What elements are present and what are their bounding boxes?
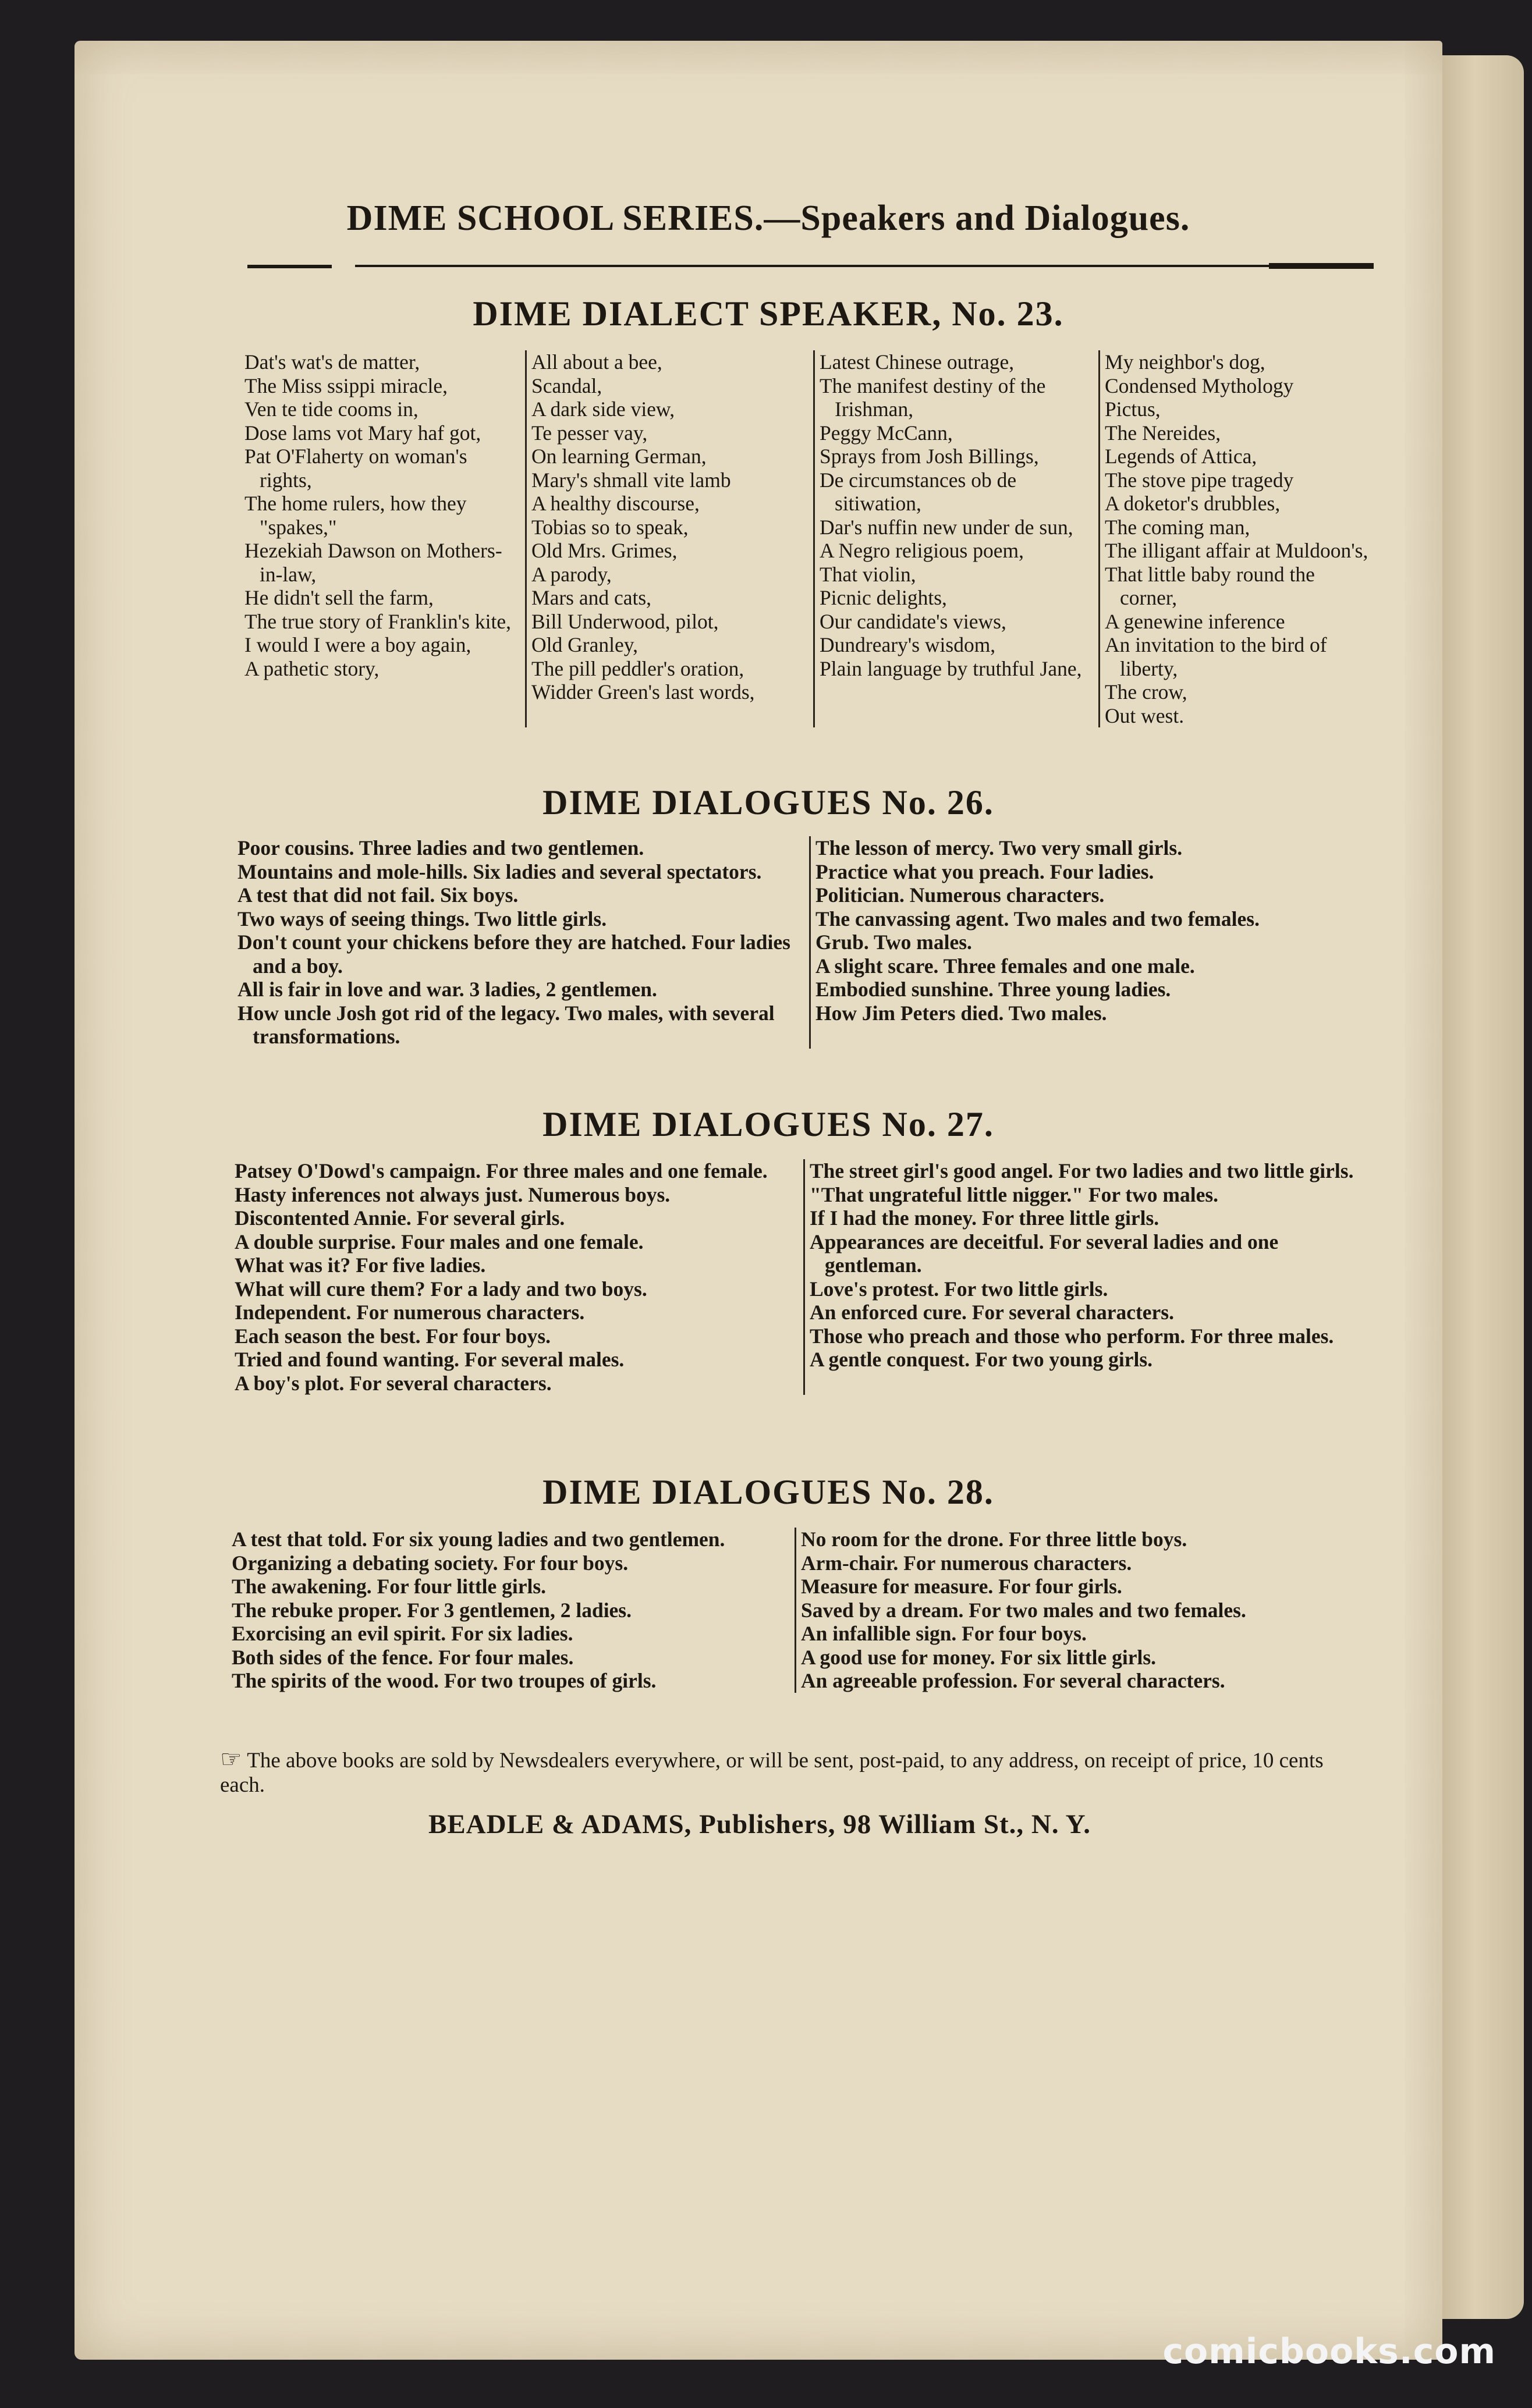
list-item: The stove pipe tragedy xyxy=(1105,468,1294,492)
pointing-hand-icon: ☞ xyxy=(220,1746,242,1773)
list-item: Picnic delights, xyxy=(820,586,947,609)
list-item: Grub. Two males. xyxy=(815,930,972,954)
list-item: Old Mrs. Grimes, xyxy=(531,539,678,562)
list-item: Scandal, xyxy=(531,374,602,397)
list-item: All is fair in love and war. 3 ladies, 2 gentlemen. xyxy=(237,978,657,1001)
list-item: Dat's wat's de matter, xyxy=(244,350,420,374)
list-item: Out west. xyxy=(1105,704,1185,727)
list-item: A double surprise. Four males and one female. xyxy=(235,1230,644,1253)
list-item: That violin, xyxy=(820,562,916,586)
list-item: If I had the money. For three little girls. xyxy=(810,1206,1159,1230)
ordering-note xyxy=(220,1748,1373,1798)
list-item: Latest Chinese outrage, xyxy=(820,350,1015,374)
header-rule-right xyxy=(1269,263,1374,269)
list-item: Hezekiah Dawson on Mothers-in-law, xyxy=(244,539,502,586)
ordering-note-text: The above books are sold by Newsdealers everywhere, or will be sent, post-paid, to any address, on receipt of price, 10 cents each. xyxy=(220,1749,1324,1797)
list-item: Mountains and mole-hills. Six ladies and several spectators. xyxy=(237,860,762,883)
list-item: Mars and cats, xyxy=(531,586,652,609)
section-columns xyxy=(240,350,1375,727)
list-item: On learning German, xyxy=(531,445,707,468)
list-item: An enforced cure. For several characters. xyxy=(810,1301,1174,1324)
list-item: Exorcising an evil spirit. For six ladies. xyxy=(232,1622,573,1645)
list-item: Hasty inferences not always just. Numerous boys. xyxy=(235,1182,671,1206)
column xyxy=(240,350,525,727)
header-rule-main xyxy=(355,265,1374,267)
list-item: Patsey O'Dowd's campaign. For three males and one female. xyxy=(235,1159,768,1182)
list-item: Practice what you preach. Four ladies. xyxy=(815,860,1154,883)
list-item: Poor cousins. Three ladies and two gentlemen. xyxy=(237,836,644,860)
list-item: Measure for measure. For four girls. xyxy=(801,1575,1122,1598)
list-item: Dose lams vot Mary haf got, xyxy=(244,421,481,445)
section-columns xyxy=(230,1159,1377,1395)
list-item: "That ungrateful little nigger." For two males. xyxy=(810,1182,1219,1206)
column xyxy=(795,1528,1377,1693)
list-item: The home rulers, how they "spakes," xyxy=(244,492,467,539)
list-item: An infallible sign. For four boys. xyxy=(801,1622,1087,1645)
list-item: An agreeable profession. For several characters. xyxy=(801,1669,1225,1692)
column xyxy=(233,836,809,1049)
watermark: comicbooks.com xyxy=(1162,2331,1496,2372)
column xyxy=(525,350,813,727)
list-item: Mary's shmall vite lamb xyxy=(531,468,731,492)
list-item: How uncle Josh got rid of the legacy. Two males, with several transformations. xyxy=(237,1001,775,1048)
list-item: My neighbor's dog, xyxy=(1105,350,1265,374)
list-item: The illigant affair at Muldoon's, xyxy=(1105,539,1368,562)
column xyxy=(230,1159,803,1395)
list-item: The pill peddler's oration, xyxy=(531,656,744,680)
list-item: Tried and found wanting. For several males. xyxy=(235,1348,625,1371)
list-item: What will cure them? For a lady and two boys. xyxy=(235,1277,647,1301)
list-item: A test that told. For six young ladies and two gentlemen. xyxy=(232,1528,725,1551)
list-item: That little baby round the corner, xyxy=(1105,562,1315,609)
list-item: Organizing a debating society. For four boys. xyxy=(232,1551,629,1575)
series-header: DIME SCHOOL SERIES.—Speakers and Dialogues. xyxy=(346,198,1190,238)
list-item: A Negro religious poem, xyxy=(820,539,1024,562)
section-title: DIME DIALOGUES No. 26. xyxy=(542,783,994,822)
list-item: Appearances are deceitful. For several ladies and one gentleman. xyxy=(810,1230,1279,1277)
section-title: DIME DIALOGUES No. 27. xyxy=(542,1105,994,1143)
list-item: The lesson of mercy. Two very small girls. xyxy=(815,836,1183,860)
list-item: Our candidate's views, xyxy=(820,609,1006,633)
list-item: A test that did not fail. Six boys. xyxy=(237,883,519,907)
list-item: A dark side view, xyxy=(531,397,675,421)
list-item: Arm-chair. For numerous characters. xyxy=(801,1551,1132,1575)
publisher-imprint: BEADLE & ADAMS, Publishers, 98 William St., N. Y. xyxy=(428,1809,1091,1839)
list-item: No room for the drone. For three little boys. xyxy=(801,1528,1187,1551)
list-item: Love's protest. For two little girls. xyxy=(810,1277,1108,1301)
list-item: Pictus, xyxy=(1105,397,1161,421)
column xyxy=(227,1528,795,1693)
column xyxy=(803,1159,1377,1395)
list-item: The true story of Franklin's kite, xyxy=(244,609,511,633)
list-item: Dar's nuffin new under de sun, xyxy=(820,515,1073,539)
list-item: Plain language by truthful Jane, xyxy=(820,656,1082,680)
section-title: DIME DIALOGUES No. 28. xyxy=(542,1473,994,1511)
list-item: Ven te tide cooms in, xyxy=(244,397,419,421)
list-item: A boy's plot. For several characters. xyxy=(235,1371,552,1395)
section-title: DIME DIALECT SPEAKER, No. 23. xyxy=(473,294,1064,333)
list-item: The coming man, xyxy=(1105,515,1250,539)
section-columns xyxy=(233,836,1377,1049)
list-item: Old Granley, xyxy=(531,633,639,656)
list-item: What was it? For five ladies. xyxy=(235,1253,486,1277)
list-item: A slight scare. Three females and one male. xyxy=(815,954,1195,978)
list-item: He didn't sell the farm, xyxy=(244,586,434,609)
list-item: Independent. For numerous characters. xyxy=(235,1301,585,1324)
header-rule-left xyxy=(247,265,332,268)
list-item: Legends of Attica, xyxy=(1105,445,1257,468)
list-item: A gentle conquest. For two young girls. xyxy=(810,1348,1153,1371)
list-item: Pat O'Flaherty on woman's rights, xyxy=(244,445,467,492)
list-item: Bill Underwood, pilot, xyxy=(531,609,719,633)
list-item: Saved by a dream. For two males and two females. xyxy=(801,1598,1246,1622)
list-item: Sprays from Josh Billings, xyxy=(820,445,1039,468)
list-item: All about a bee, xyxy=(531,350,662,374)
list-item: Peggy McCann, xyxy=(820,421,953,445)
list-item: The street girl's good angel. For two ladies and two little girls. xyxy=(810,1159,1354,1182)
list-item: The manifest destiny of the Irishman, xyxy=(820,374,1046,421)
column xyxy=(809,836,1377,1049)
section-columns xyxy=(227,1528,1377,1693)
column xyxy=(1098,350,1375,727)
list-item: Dundreary's wisdom, xyxy=(820,633,996,656)
list-item: Discontented Annie. For several girls. xyxy=(235,1206,565,1230)
page-edge xyxy=(1442,55,1524,2319)
list-item: The spirits of the wood. For two troupes of girls. xyxy=(232,1669,657,1692)
list-item: Politician. Numerous characters. xyxy=(815,883,1105,907)
list-item: Tobias so to speak, xyxy=(531,515,689,539)
list-item: Don't count your chickens before they are hatched. Four ladies and a boy. xyxy=(237,930,790,978)
list-item: The awakening. For four little girls. xyxy=(232,1575,547,1598)
list-item: Each season the best. For four boys. xyxy=(235,1324,551,1348)
list-item: Condensed Mythology xyxy=(1105,374,1294,397)
list-item: The Miss ssippi miracle, xyxy=(244,374,448,397)
list-item: Widder Green's last words, xyxy=(531,680,755,704)
list-item: A parody, xyxy=(531,562,612,586)
list-item: Those who preach and those who perform. For three males. xyxy=(810,1324,1334,1348)
column xyxy=(813,350,1098,727)
list-item: A pathetic story, xyxy=(244,656,380,680)
list-item: Both sides of the fence. For four males. xyxy=(232,1645,574,1669)
list-item: The rebuke proper. For 3 gentlemen, 2 ladies. xyxy=(232,1598,632,1622)
list-item: Embodied sunshine. Three young ladies. xyxy=(815,978,1171,1001)
list-item: A genewine inference xyxy=(1105,609,1285,633)
list-item: I would I were a boy again, xyxy=(244,633,471,656)
list-item: The canvassing agent. Two males and two females. xyxy=(815,907,1260,930)
list-item: Two ways of seeing things. Two little girls. xyxy=(237,907,607,930)
list-item: The Nereides, xyxy=(1105,421,1221,445)
list-item: A good use for money. For six little girls. xyxy=(801,1645,1157,1669)
list-item: De circumstances ob de sitiwation, xyxy=(820,468,1017,515)
list-item: A doketor's drubbles, xyxy=(1105,492,1281,515)
list-item: An invitation to the bird of liberty, xyxy=(1105,633,1327,680)
list-item: The crow, xyxy=(1105,680,1187,704)
list-item: Te pesser vay, xyxy=(531,421,648,445)
list-item: How Jim Peters died. Two males. xyxy=(815,1001,1107,1025)
list-item: A healthy discourse, xyxy=(531,492,700,515)
